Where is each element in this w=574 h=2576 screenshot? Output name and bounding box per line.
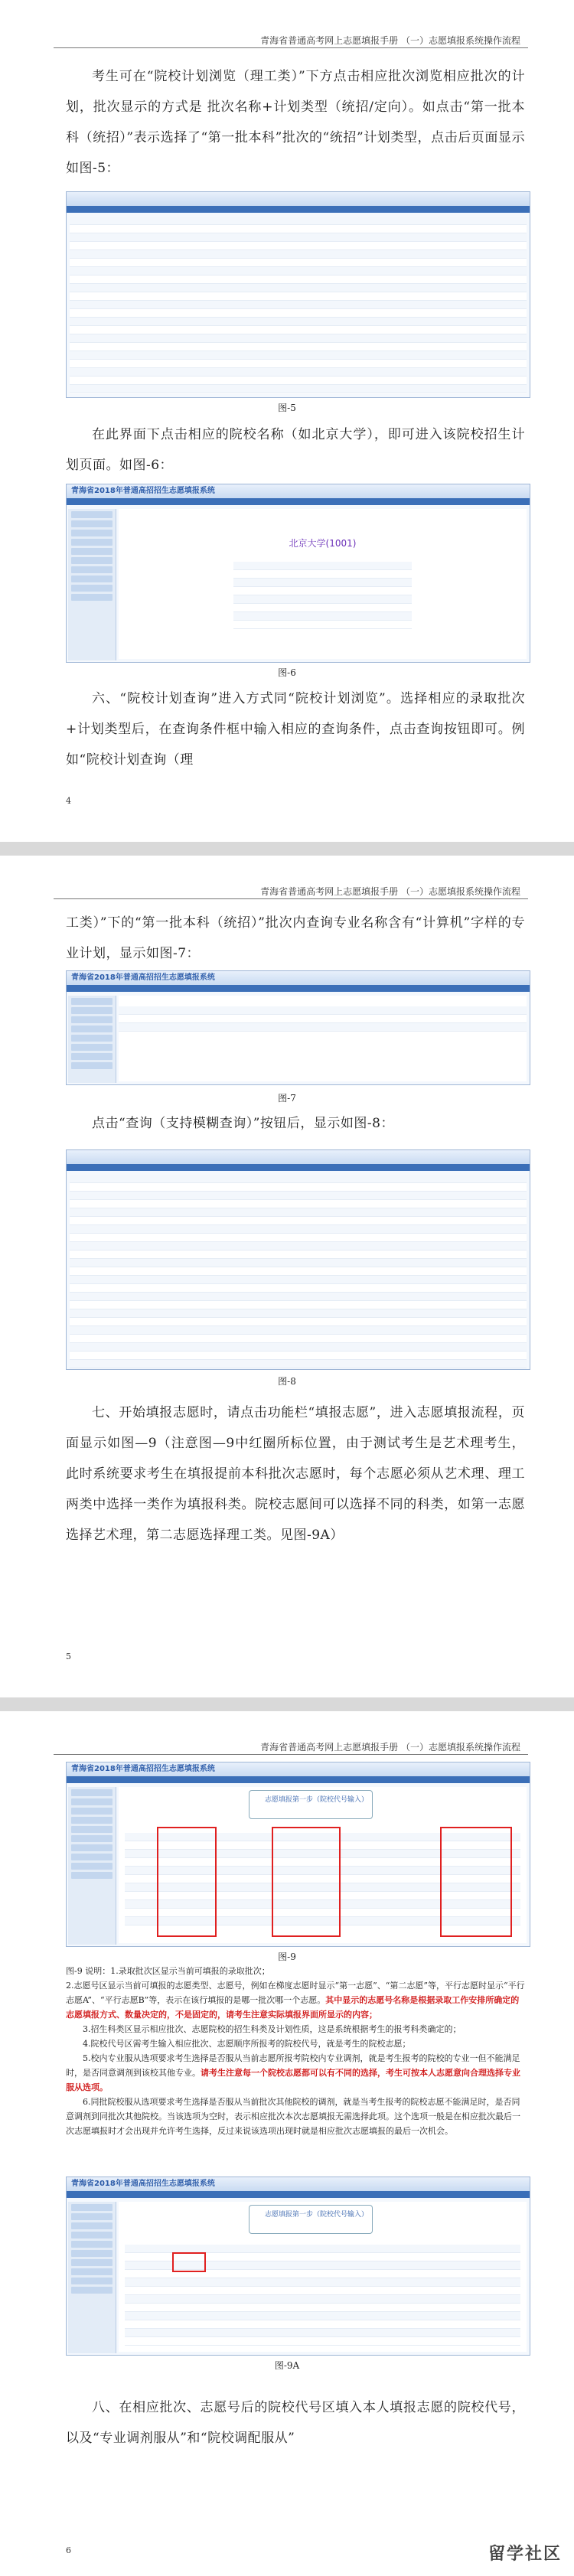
- page-4: [0, 0, 574, 842]
- figure-sidebar: [68, 2202, 116, 2353]
- figure-caption: 图-6: [278, 667, 296, 678]
- figure-nav-bar: [67, 498, 530, 505]
- figure-nav-bar: [67, 2191, 530, 2198]
- figure-title-bar: 青海省2018年普通高招招生志愿填报系统: [67, 971, 530, 985]
- figure-9-screenshot: [66, 1762, 530, 1947]
- school-name: 北京大学(1001): [289, 538, 357, 549]
- figure-title-bar: [67, 1150, 530, 1164]
- highlight-box: [157, 1827, 217, 1937]
- figure-main-panel: [119, 1787, 527, 1943]
- figure-9a-screenshot: [66, 2177, 530, 2356]
- highlight-box: [272, 1827, 341, 1937]
- note-line: [66, 1978, 525, 2022]
- figure-sidebar: [68, 1787, 116, 1945]
- header-rule: [54, 898, 528, 899]
- paragraph: 考生可在“院校计划浏览（理工类）”下方点击相应批次浏览相应批次的计划，批次显示的方式是 批次名称+计划类型（统招/定向）。如点击“第一批本科（统招）”表示选择了“第一批本科”批次的“统招”计划类型，点击后页面显示如图-5：: [66, 69, 525, 176]
- page-gap: [0, 842, 574, 856]
- figure-nav-bar: [67, 985, 530, 992]
- paragraph: 在此界面下点击相应的院校名称（如北京大学），即可进入该院校招生计划页面。如图-6：: [66, 427, 525, 473]
- step-dialog: [249, 1790, 373, 1819]
- figure-7-screenshot: [66, 970, 530, 1085]
- highlight-box: [440, 1827, 512, 1937]
- paragraph: 点击“查询（支持模糊查询）”按钮后，显示如图-8：: [92, 1116, 394, 1131]
- figure-main-panel: [119, 509, 527, 659]
- page-5: [0, 856, 574, 1697]
- page-number: 4: [66, 796, 71, 806]
- figure-caption: 图-7: [278, 1093, 296, 1104]
- page-header: 青海省普通高考网上志愿填报手册 （一）志愿填报系统操作流程: [260, 35, 520, 46]
- note-line: 6.同批院校服从选项要求考生选择是否服从当前批次其他院校的调剂，就是当考生报考的院校志愿不能满足时，是否同意调剂到同批次其他院校。当该选项为空时，表示相应批次本次志愿填报无需选择此项。这个选项一般是在相应批次最后一次志愿填报时才会出现并允许考生选择，反过来说该选项出现时就是相应批次志愿填报的最后一次机会。: [66, 2097, 520, 2136]
- figure-nav-bar: [67, 206, 530, 213]
- figure-sidebar: [68, 996, 116, 1083]
- figure-caption: 图-9: [278, 1952, 296, 1962]
- paragraph: 八、在相应批次、志愿号后的院校代号区填入本人填报志愿的院校代号，以及“专业调剂服从”和“院校调配服从”: [66, 2400, 525, 2446]
- note-line: 3.招生科类区显示相应批次、志愿院校的招生科类及计划性质，这是系统根据考生的报考科类确定的；: [83, 2024, 461, 2034]
- note-emphasis: 其中显示的志愿号名称是根据录取工作安排所确定的志愿填报方式、数量决定的，不是固定的，请考生注意实际填报界面所显示的内容；: [66, 1995, 520, 2020]
- note-emphasis: 请考生注意每一个院校志愿都可以有不同的选择，考生可按本人志愿意向合理选择专业服从选项。: [66, 2068, 520, 2092]
- figure-5-screenshot: [66, 191, 530, 398]
- figure-6-screenshot: [66, 484, 530, 663]
- page-number: 5: [66, 1652, 71, 1661]
- figure-caption: 图-9A: [274, 2360, 300, 2371]
- note-line: 图-9 说明：1.录取批次区显示当前可填报的录取批次；: [66, 1966, 270, 1976]
- note-line: [66, 2051, 525, 2095]
- figure-nav-bar: [67, 1776, 530, 1783]
- figure-8-screenshot: [66, 1149, 530, 1370]
- figure-main-panel: [119, 2202, 527, 2352]
- header-rule: [54, 1754, 528, 1755]
- figure-main-panel: [119, 996, 527, 1081]
- figure-table: [70, 1175, 527, 1366]
- note-text: 2.志愿号区显示当前可填报的志愿类型、志愿号，例如在梯度志愿时显示“第一志愿”、“第二志愿”等，平行志愿时显示“平行志愿A”、“平行志愿B”等，表示在该行填报的是哪一批次哪一个志愿。: [66, 1981, 525, 2005]
- watermark: 留学社区: [488, 2545, 562, 2564]
- note-text: 5.校内专业服从选项要求考生选择是否服从当前志愿所报考院校内专业调剂，就是考生报考的院校的专业一但不能满足时，是否同意调剂到该校其他专业。: [66, 2053, 520, 2078]
- paragraph: 六、“院校计划查询”进入方式同“院校计划浏览”。选择相应的录取批次+计划类型后，在查询条件框中输入相应的查询条件，点击查询按钮即可。例如“院校计划查询（理: [66, 691, 525, 768]
- dialog-title: 志愿填报第一步（院校代号输入）: [265, 2211, 369, 2219]
- figure-sidebar: [68, 509, 116, 660]
- page-gap: [0, 1697, 574, 1711]
- dialog-title: 志愿填报第一步（院校代号输入）: [265, 1796, 369, 1804]
- figure-title-bar: [67, 192, 530, 206]
- page-number: 6: [66, 2545, 71, 2555]
- page-header: 青海省普通高考网上志愿填报手册 （一）志愿填报系统操作流程: [260, 1742, 520, 1753]
- figure-title-bar: 青海省2018年普通高招招生志愿填报系统: [67, 484, 530, 498]
- page-header: 青海省普通高考网上志愿填报手册 （一）志愿填报系统操作流程: [260, 886, 520, 897]
- step-dialog: [249, 2205, 373, 2234]
- figure-nav-bar: [67, 1164, 530, 1171]
- highlight-box: [172, 2252, 206, 2272]
- note-line: 4.院校代号区需考生输入相应批次、志愿顺序所报考的院校代号，就是考生的院校志愿；: [83, 2039, 411, 2049]
- figure-caption: 图-5: [278, 403, 296, 413]
- figure-table: [70, 217, 527, 394]
- paragraph: 工类）”下的“第一批本科（统招）”批次内查询专业名称含有“计算机”字样的专业计划，显示如图-7：: [66, 915, 525, 961]
- figure-title-bar: 青海省2018年普通高招招生志愿填报系统: [67, 1762, 530, 1776]
- paragraph: 七、开始填报志愿时，请点击功能栏“填报志愿”，进入志愿填报流程，页面显示如图—9（注意图—9中红圈所标位置，由于测试考生是艺术理考生，此时系统要求考生在填报提前本科批次志愿时，每个志愿必须从艺术理、理工两类中选择一类作为填报科类。院校志愿间可以选择不同的科类，如第一志愿选择艺术理，第二志愿选择理工类。见图-9A）: [66, 1405, 525, 1543]
- figure-title-bar: 青海省2018年普通高招招生志愿填报系统: [67, 2177, 530, 2191]
- figure-caption: 图-8: [278, 1376, 296, 1387]
- header-rule: [54, 47, 528, 48]
- figure-notes: [66, 1964, 525, 2138]
- page-6: [0, 1711, 574, 2576]
